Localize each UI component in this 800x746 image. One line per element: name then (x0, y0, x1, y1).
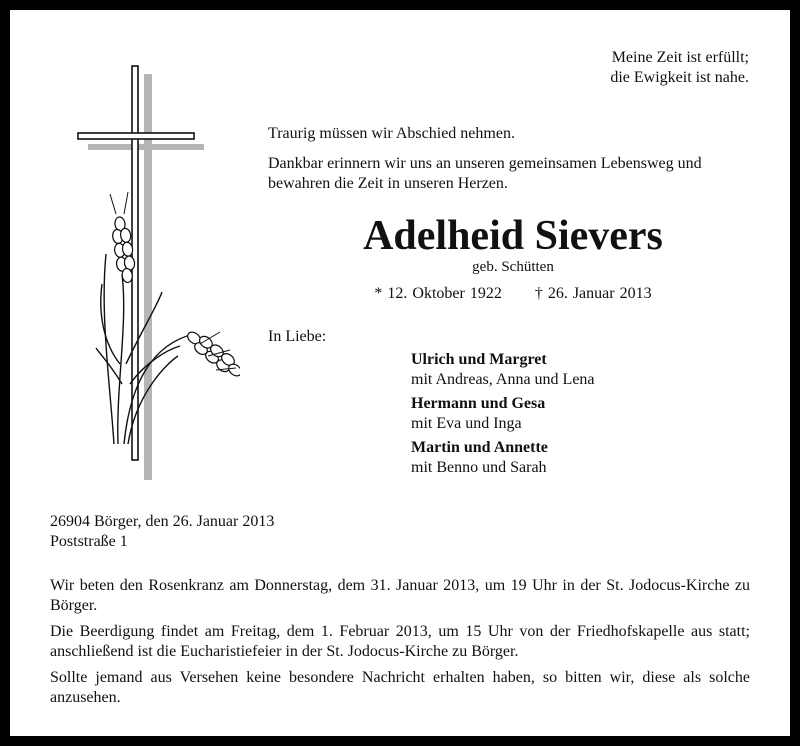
family-children: mit Eva und Inga (411, 415, 522, 432)
birth-date: * 12. Oktober 1922 (374, 285, 502, 302)
family-group (411, 394, 595, 434)
intro-text (268, 124, 758, 204)
family-names: Ulrich und Margret (411, 351, 547, 368)
street: Poststraße 1 (50, 533, 128, 550)
address-block (50, 512, 274, 552)
family-children: mit Andreas, Anna und Lena (411, 371, 595, 388)
motto (610, 48, 749, 88)
family-children: mit Benno und Sarah (411, 459, 547, 476)
motto-line: die Ewigkeit ist nahe. (610, 69, 749, 86)
family-list (411, 350, 595, 482)
in-love-label: In Liebe: (268, 328, 327, 345)
note-paragraph: Sollte jemand aus Versehen keine besondere Nachricht erhalten haben, so bitten wir, diese als solche anzusehen. (50, 669, 750, 706)
family-names: Hermann und Gesa (411, 395, 546, 412)
family-group (411, 438, 595, 478)
maiden-name: geb. Schütten (472, 259, 554, 275)
life-dates (268, 284, 758, 304)
family-group (411, 350, 595, 390)
deceased-name: Adelheid Sievers (363, 213, 663, 259)
intro-line: Traurig müssen wir Abschied nehmen. (268, 125, 515, 142)
obituary-page (10, 10, 790, 736)
cross-with-wheat-icon (70, 64, 240, 484)
family-names: Martin und Annette (411, 439, 548, 456)
death-date: † 26. Januar 2013 (534, 285, 652, 302)
service-notes (50, 576, 750, 714)
note-paragraph: Wir beten den Rosenkranz am Donnerstag, dem 31. Januar 2013, um 19 Uhr in der St. Jodocus-Kirche zu Börger. (50, 577, 750, 614)
place-date: 26904 Börger, den 26. Januar 2013 (50, 513, 275, 530)
intro-line: Dankbar erinnern wir uns an unseren gemeinsamen Lebensweg und bewahren die Zeit in unseren Herzen. (268, 155, 702, 192)
motto-line: Meine Zeit ist erfüllt; (611, 49, 749, 66)
note-paragraph: Die Beerdigung findet am Freitag, dem 1. Februar 2013, um 15 Uhr von der Friedhofskapelle aus statt; anschließend ist die Eucharistiefeier in der St. Jodocus-Kirche zu Börger. (50, 623, 750, 660)
